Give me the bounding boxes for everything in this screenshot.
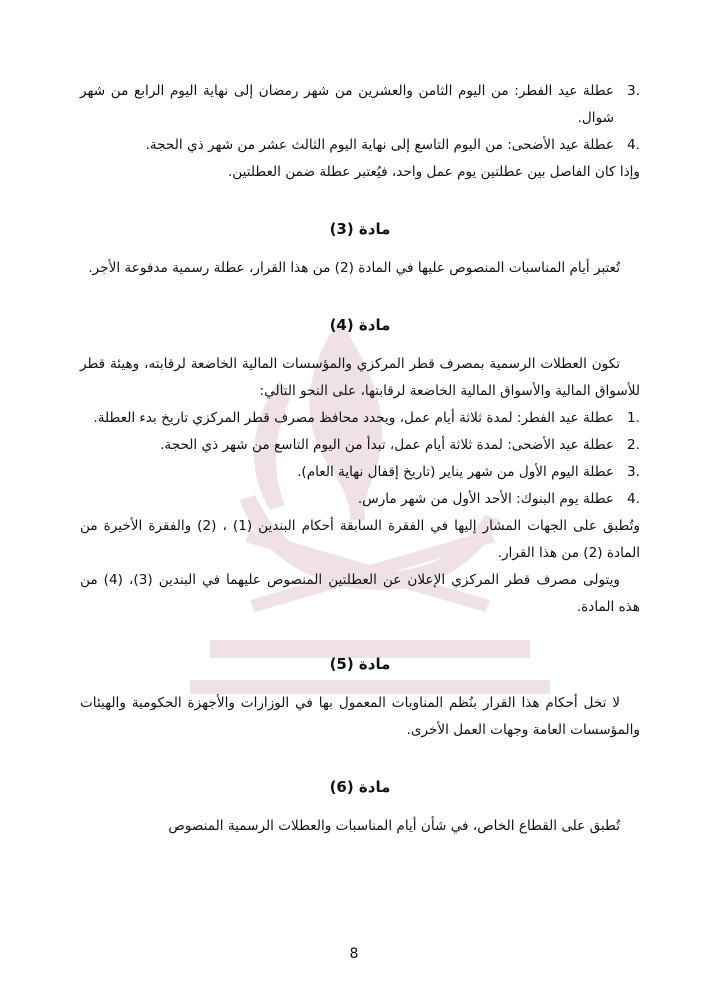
list-item [80, 132, 640, 159]
article4-intro: تكون العطلات الرسمية بمصرف قطر المركزي والمؤسسات المالية الخاضعة لرقابته، وهيئة قطر للأسواق المالية والأسواق المالية الخاضعة لرقابتها، على النحو التالي: [80, 356, 640, 399]
list-number: .1 [627, 410, 640, 426]
article5-body: لا تخل أحكام هذا القرار بنُظم المناوبات المعمول بها في الوزارات والأجهزة الحكومية والهيئات والمؤسسات العامة وجهات العمل الأخرى. [80, 695, 640, 738]
article4-para2: ويتولى مصرف قطر المركزي الإعلان عن العطلتين المنصوص عليهما في البندين (3)، (4) من هذه المادة. [80, 572, 640, 615]
article2-closing: وإذا كان الفاصل بين عطلتين يوم عمل واحد، فيُعتبر عطلة ضمن العطلتين. [227, 164, 640, 180]
list-number: .3 [627, 83, 640, 99]
list-number: .4 [627, 137, 640, 153]
list-item [80, 486, 640, 513]
list-item [80, 459, 640, 486]
list-item [80, 78, 640, 132]
list-text: عطلة عيد الأضحى: لمدة ثلاثة أيام عمل، تبدأ من اليوم التاسع من شهر ذي الحجة. [160, 437, 614, 453]
list-number: .3 [627, 464, 640, 480]
list-text: عطلة عيد الفطر: من اليوم الثامن والعشرين من شهر رمضان إلى نهاية اليوم الرابع من شهر شوال. [80, 83, 614, 126]
article5-title: مادة (5) [329, 655, 391, 673]
list-item [80, 405, 640, 432]
list-number: .2 [627, 437, 640, 453]
article6-title: مادة (6) [329, 778, 391, 796]
list-text: عطلة عيد الفطر: لمدة ثلاثة أيام عمل، ويحدد محافظ مصرف قطر المركزي تاريخ بدء العطلة. [93, 410, 614, 426]
list-text: عطلة يوم البنوك: الأحد الأول من شهر مارس. [357, 491, 614, 507]
list-text: عطلة اليوم الأول من شهر يناير (تاريخ إقفال نهاية العام). [297, 464, 614, 480]
article4-title: مادة (4) [329, 316, 391, 334]
article3-body: تُعتبر أيام المناسبات المنصوص عليها في المادة (2) من هذا القرار، عطلة رسمية مدفوعة الأجر. [88, 260, 620, 276]
list-text: عطلة عيد الأضحى: من اليوم التاسع إلى نهاية اليوم الثالث عشر من شهر ذي الحجة. [145, 137, 614, 153]
article4-para1: وتُطبق على الجهات المشار إليها في الفقرة السابقة أحكام البندين (1) ، (2) والفقرة الأخيرة من المادة (2) من هذا القرار. [80, 518, 640, 561]
document-body [80, 78, 640, 840]
page-number: 8 [349, 946, 359, 962]
article3-title: مادة (3) [329, 220, 391, 238]
list-item [80, 432, 640, 459]
article6-body: تُطبق على القطاع الخاص، في شأن أيام المناسبات والعطلات الرسمية المنصوص [168, 818, 620, 834]
list-number: .4 [627, 491, 640, 507]
